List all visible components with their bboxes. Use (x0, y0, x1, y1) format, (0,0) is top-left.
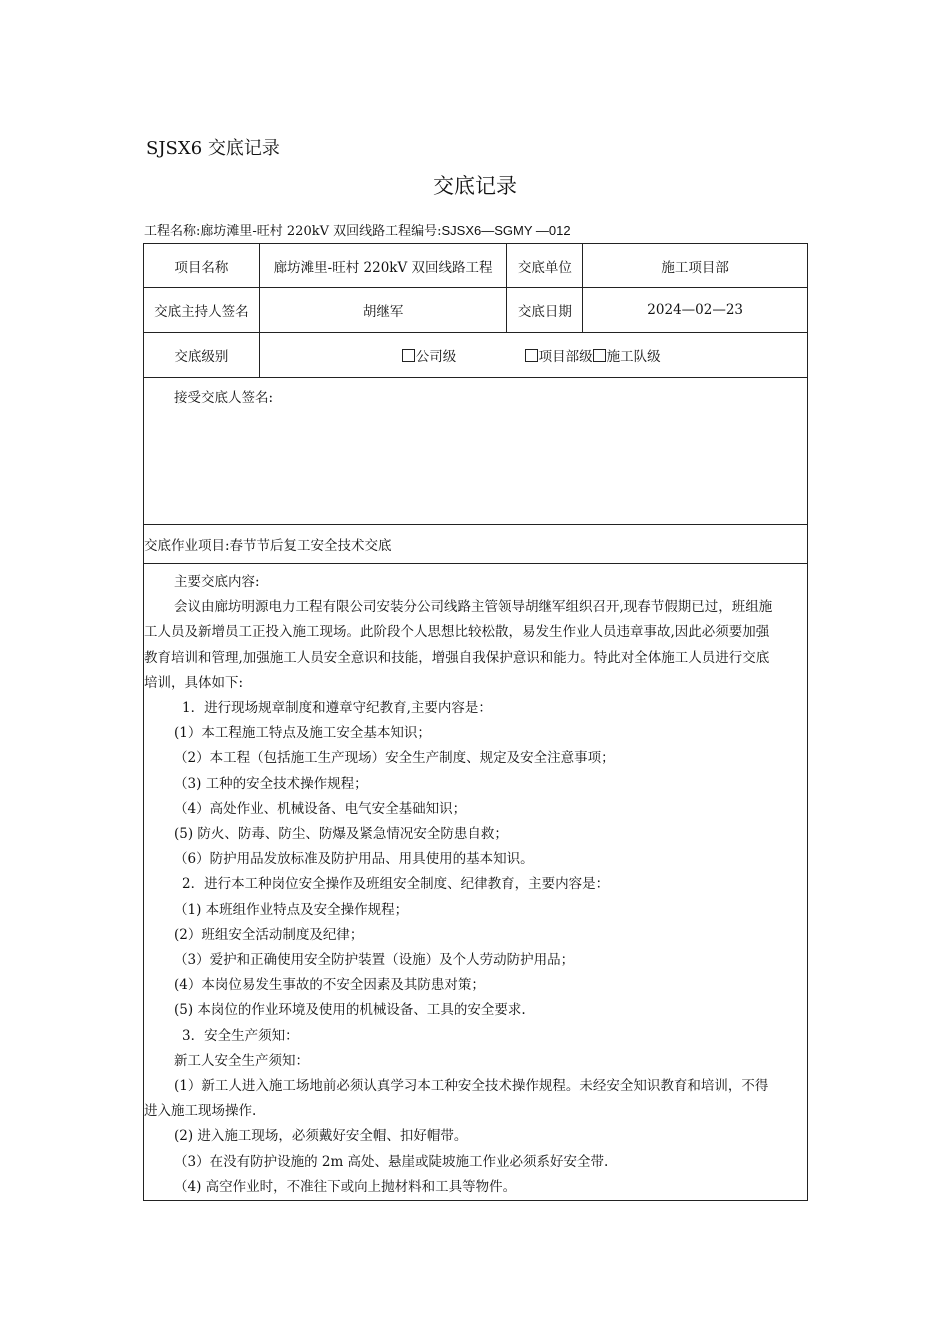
list-item: (2）班组安全活动制度及纪律； (174, 926, 364, 943)
checkbox-icon[interactable] (593, 349, 606, 362)
project-name-label: 项目名称 (144, 244, 260, 288)
table-row (144, 525, 808, 564)
host-signature-label: 交底主持人签名 (144, 288, 260, 333)
list-item: （3) 工种的安全技术操作规程； (174, 775, 368, 792)
list-item: （4）高处作业、机械设备、电气安全基础知识； (174, 800, 467, 817)
project-code: SJSX6—SGMY —012 (441, 223, 571, 238)
level-label: 交底级别 (144, 333, 260, 378)
list-item: （4) 高空作业时，不准往下或向上抛材料和工具等物件。 (174, 1178, 517, 1195)
handover-record-table (143, 243, 808, 1201)
content-intro-line: 培训，具体如下: (144, 674, 244, 691)
subsection-heading: 新工人安全生产须知： (174, 1052, 309, 1069)
list-item: （1) 本班组作业特点及安全操作规程； (174, 901, 409, 918)
list-item: （2）本工程（包括施工生产现场）安全生产制度、规定及安全注意事项； (174, 750, 615, 767)
table-row (144, 288, 808, 333)
table-row (144, 564, 808, 1201)
table-row (144, 378, 808, 525)
list-item: (1）新工人进入施工场地前必须认真学习本工种安全技术操作规程。未经安全知识教育和培训，不得 (174, 1078, 769, 1095)
list-item: (4）本岗位易发生事故的不安全因素及其防患对策； (174, 977, 485, 994)
level-options (259, 333, 807, 378)
unit-value: 施工项目部 (583, 244, 808, 288)
project-name-value: 廊坊滩里-旺村 220kV 双回线路工程 (259, 244, 507, 288)
table-row (144, 333, 808, 378)
list-item-continuation: 进入施工现场操作. (144, 1103, 257, 1120)
host-signature-value: 胡继军 (259, 288, 507, 333)
receiver-signature-label: 接受交底人签名: (174, 390, 274, 406)
level-team-option[interactable]: 施工队级 (593, 349, 661, 365)
checkbox-icon[interactable] (402, 349, 415, 362)
list-item: (1）本工程施工特点及施工安全基本知识； (174, 725, 431, 742)
receiver-signature-cell (144, 378, 808, 525)
list-item: (5) 本岗位的作业环境及使用的机械设备、工具的安全要求. (174, 1002, 526, 1019)
date-value: 2024—02—23 (583, 288, 808, 333)
section-heading: 1．进行现场规章制度和遵章守纪教育,主要内容是： (182, 700, 492, 717)
project-name-and-number-label: 工程名称:廊坊滩里-旺村 220kV 双回线路工程编号: (144, 224, 442, 239)
document-code: SJSX6 交底记录 (146, 138, 280, 159)
list-item: （3）爱护和正确使用安全防护装置（设施）及个人劳动防护用品； (174, 952, 575, 969)
content-intro-line: 工人员及新增员工正投入施工现场。此阶段个人思想比较松散，易发生作业人员违章事故,因此必须要加强 (144, 624, 770, 641)
date-label: 交底日期 (507, 288, 583, 333)
list-item: （6）防护用品发放标准及防护用品、用具使用的基本知识。 (174, 851, 534, 868)
list-item: (5) 防火、防毒、防尘、防爆及紧急情况安全防患自救； (174, 826, 508, 843)
level-project-option[interactable]: 项目部级 (525, 345, 593, 365)
list-item: （3）在没有防护设施的 2m 高处、悬崖或陡坡施工作业必须系好安全带. (174, 1153, 609, 1170)
main-content (144, 564, 807, 1200)
table-row (144, 244, 808, 288)
content-intro-line: 教育培训和管理,加强施工人员安全意识和技能，增强自我保护意识和能力。特此对全体施工人员进行交底 (144, 649, 770, 666)
checkbox-icon[interactable] (525, 349, 538, 362)
page-title: 交底记录 (433, 174, 517, 198)
content-intro-line: 会议由廊坊明源电力工程有限公司安装分公司线路主管领导胡继军组织召开,现春节假期已过，班组施 (174, 599, 773, 616)
section-heading: 2．进行本工种岗位安全操作及班组安全制度、纪律教育，主要内容是： (182, 876, 610, 893)
project-meta-line (144, 220, 571, 239)
list-item: (2) 进入施工现场，必须戴好安全帽、扣好帽带。 (174, 1128, 468, 1145)
level-company-option[interactable]: 公司级 (402, 345, 457, 365)
unit-label: 交底单位 (507, 244, 583, 288)
content-heading: 主要交底内容: (174, 574, 260, 590)
work-item: 交底作业项目:春节节后复工安全技术交底 (144, 525, 808, 564)
section-heading: 3．安全生产须知： (182, 1027, 299, 1044)
main-content-cell (144, 564, 808, 1201)
